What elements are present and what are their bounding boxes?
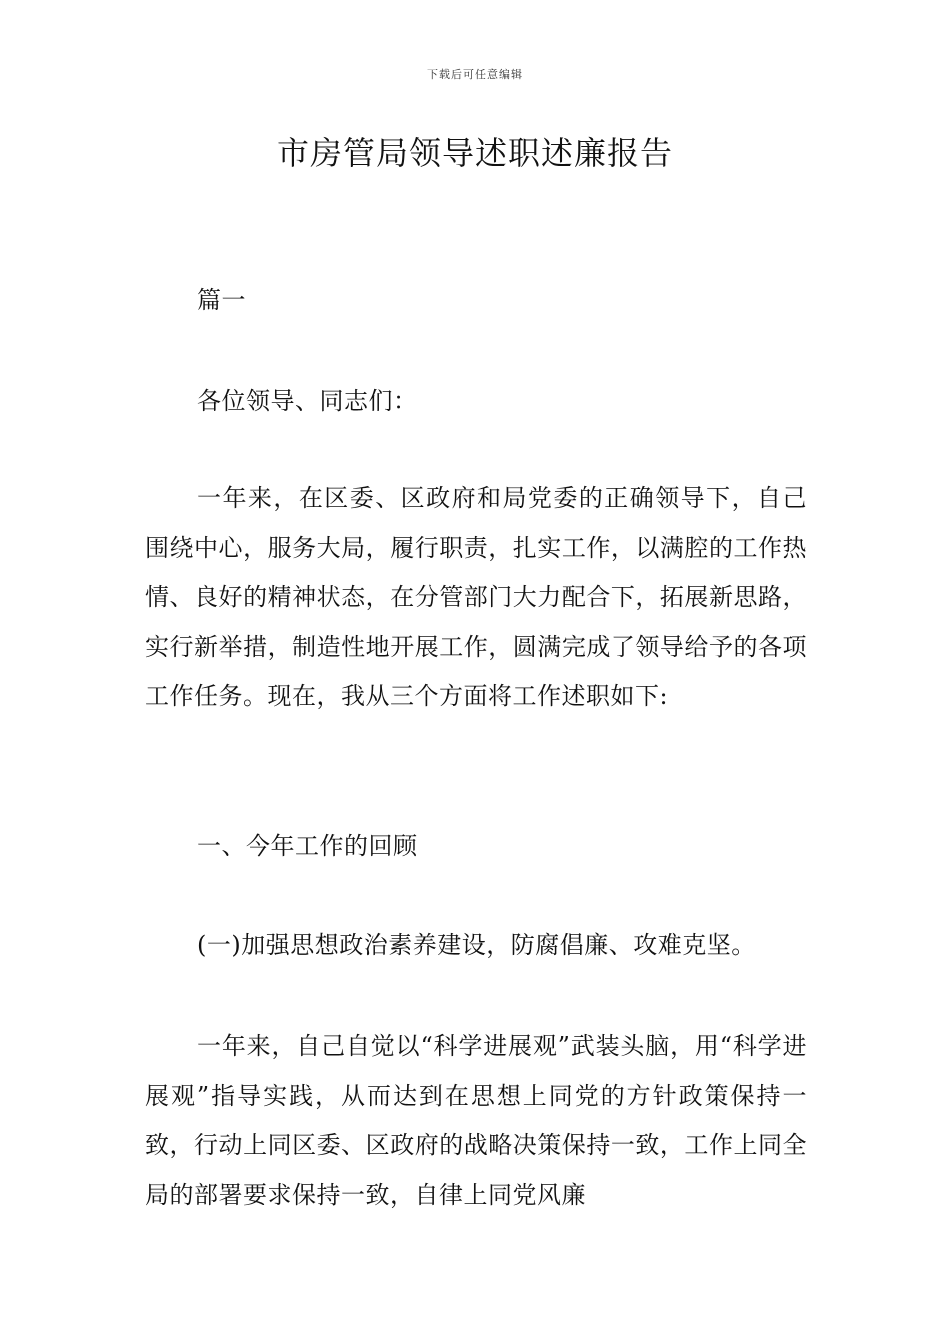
- section-heading-1: 一、今年工作的回顾: [197, 832, 418, 860]
- salutation: 各位领导、同志们：: [197, 387, 418, 415]
- header-note: 下载后可任意编辑: [427, 68, 523, 81]
- body-paragraph-2: 一年来，自己自觉以“科学进展观”武装头脑，用“科学进展观”指导实践，从而达到在思想上同党的方针政策保持一致，行动上同区委、区政府的战略决策保持一致，工作上同全局的部署要求保持一致，自律上同党风廉: [145, 1032, 807, 1209]
- body-paragraph-1: 一年来，在区委、区政府和局党委的正确领导下，自己围绕中心，服务大局，履行职责，扎实工作，以满腔的工作热情、良好的精神状态，在分管部门大力配合下，拓展新思路，实行新举措，制造性地开展工作，圆满完成了领导给予的各项工作任务。现在，我从三个方面将工作述职如下:: [145, 484, 807, 710]
- document-title: 市房管局领导述职述廉报告: [276, 134, 673, 172]
- subsection-heading-1: (一)加强思想政治素养建设，防腐倡廉、攻难克坚。: [197, 931, 756, 959]
- section-label: 篇一: [197, 286, 246, 314]
